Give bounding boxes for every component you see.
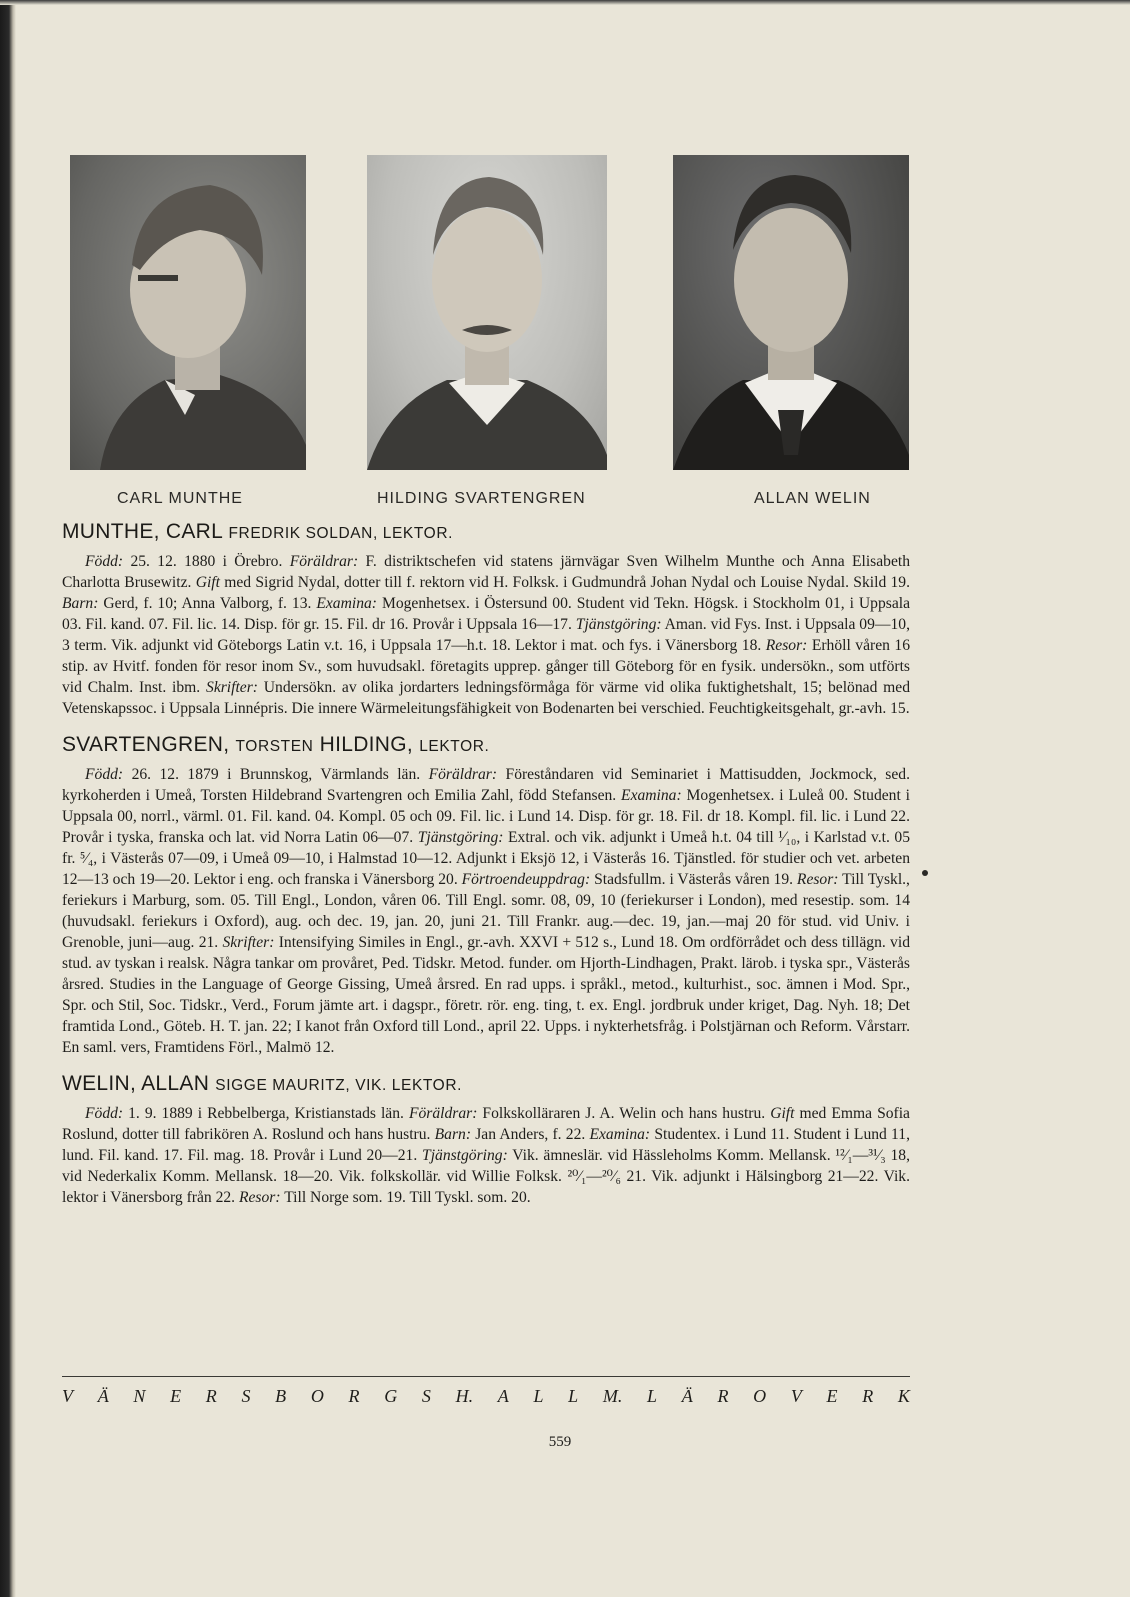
- biography-entry: [62, 733, 910, 1058]
- entry-title: SIGGE MAURITZ, VIK. LEKTOR.: [215, 1077, 463, 1094]
- footer-letter: Ä: [97, 1386, 109, 1406]
- stray-mark: [922, 870, 928, 876]
- photo-caption: HILDING SVARTENGREN: [377, 490, 586, 507]
- entry-title: FREDRIK SOLDAN, LEKTOR.: [228, 525, 454, 542]
- entry-name: SVARTENGREN,: [62, 733, 230, 756]
- entry-name: WELIN, ALLAN: [62, 1072, 210, 1095]
- footer-letter: R: [862, 1386, 874, 1406]
- footer-letter: Ä: [681, 1386, 693, 1406]
- portrait-carl-munthe: [70, 155, 306, 470]
- footer-letter: M.: [602, 1386, 623, 1406]
- page-binding-edge: [0, 0, 16, 1597]
- footer-letter: R: [348, 1386, 360, 1406]
- entry-title: LEKTOR.: [419, 738, 490, 755]
- portrait-allan-welin: [673, 155, 909, 470]
- footer-letter: N: [133, 1386, 146, 1406]
- entry-name: MUNTHE, CARL: [62, 520, 223, 543]
- biography-entry: [62, 520, 910, 719]
- entry-heading: SVARTENGREN, TORSTEN HILDING, LEKTOR.: [62, 733, 490, 756]
- photo-caption: CARL MUNTHE: [117, 490, 243, 507]
- photo-caption: ALLAN WELIN: [754, 490, 871, 507]
- footer-letter: V: [790, 1386, 802, 1406]
- footer-letter: L: [647, 1386, 658, 1406]
- running-footer-title: [62, 1386, 910, 1407]
- footer-letter: E: [826, 1386, 838, 1406]
- footer-letter: G: [384, 1386, 398, 1406]
- entry-heading: [62, 1072, 910, 1096]
- footer-letter: O: [310, 1386, 324, 1406]
- footer-letter: A: [497, 1386, 509, 1406]
- footer-letter: O: [753, 1386, 767, 1406]
- footer-letter: L: [533, 1386, 544, 1406]
- footer-letter: H.: [455, 1386, 474, 1406]
- footer-letter: L: [568, 1386, 579, 1406]
- footer-letter: S: [421, 1386, 431, 1406]
- entry-body: Född: 25. 12. 1880 i Örebro. Föräldrar: F. distriktschefen vid statens järnvägar Sven Wilhelm Munthe och Anna Elisabeth Charlotta Brusewitz. Gift med Sigrid Nydal, dotter till f. rektorn vid H. Folksk. i Gudmundrå Johan Nydal och Louise Nydal. Skild 19. Barn: Gerd, f. 10; Anna Valborg, f. 13. Examina: Mogenhetsex. i Östersund 00. Student vid Tekn. Högsk. i Stockholm 01, i Uppsala 03. Fil. kand. 07. Fil. lic. 14. Disp. för gr. 15. Fil. dr 16. Provår i Uppsala 16—17. Tjänstgöring: Aman. vid Fys. Inst. i Uppsala 09—10, 3 term. Vik. adjunkt vid Göteborgs Latin v.t. 16, i Uppsala 17—h.t. 18. Lektor i mat. och fys. i Vänersborg 18. Resor: Erhöll våren 16 stip. av Hvitf. fonden för resor inom Sv., som huvudsakl. företagits upprep. gånger till Göteborg för en fysik. undersökn., som utförts vid Chalm. Inst. ibm. Skrifter: Undersökn. av olika jordarters ledningsförmåga för värme vid olika fuktighetshalt, 15; belönad med Vetenskapssoc. i Uppsala Linnépris. Die innere Wärmeleitungsfähigkeit von Bodenarten bei verschied. Feuchtigkeitsgehalt, gr.-avh. 15.: [62, 553, 911, 717]
- footer-letter: R: [717, 1386, 729, 1406]
- footer-letter: E: [170, 1386, 182, 1406]
- footer-letter: B: [275, 1386, 287, 1406]
- entry-heading: [62, 520, 910, 544]
- footer-letter: K: [897, 1386, 910, 1406]
- entry-body: Född: 26. 12. 1879 i Brunnskog, Värmlands län. Föräldrar: Föreståndaren vid Seminariet i Mattisudden, Jockmock, sed. kyrkoherden i Umeå, Torsten Hildebrand Svartengren och Emilia Zahl, född Stefansen. Examina: Mogenhetsex. i Luleå 00. Student i Uppsala 00, norrl., värml. 01. Fil. kand. 04. Kompl. 05 och 09. Fil. lic. i Lund 14. Disp. för gr. 18. Fil. dr 18. Kompl. fil. lic. i Lund 22. Provår i tyska, franska och lat. vid Norra Latin 06—07. Tjänstgöring: Extral. och vik. adjunkt i Umeå h.t. 04 till ¹⁄₁₀, i Karlstad v.t. 05 fr. ⁵⁄₄, i Västerås 07—09, i Umeå 09—10, i Halmstad 10—12. Adjunkt i Eksjö 12, i Västerås 16. Tjänstled. för studier och vet. arbeten 12—13 och 19—20. Lektor i eng. och franska i Vänersborg 20. Förtroendeuppdrag: Stadsfullm. i Västerås våren 19. Resor: Till Tyskl., feriekurs i Marburg, som. 05. Till Engl., London, våren 06. Till Engl. somr. 08, 09, 10 (feriekurser i London), med resestip. som. 14 (huvudsakl. feriekurs i Oxford), aug. och dec. 19, jan. 20, juni 21. Till Frankr. aug.—dec. 19, jan.—maj 20 för stud. vid Univ. i Grenoble, juni—aug. 21. Skrifter: Intensifying Similes in Engl., gr.-avh. XXVI + 512 s., Lund 18. Om ordförrådet och dess tillägn. vid stud. av tyskan i realsk. Några tankar om provåret, Ped. Tidskr. Metod. funder. om Hjorth-Lindhagen, Prakt. lärob. i tyska spr., Västerås årsred. Studies in the Language of George Gissing, Umeå årsred. En rad upps. i språkl., metod., kulturhist., soc. ämnen i Mod. Spr., Spr. och Stil, Soc. Tidskr., Verd., Forum jämte art. i dagspr., företr. rör. eng. ting, t. ex. Engl. jordbruk under kriget, Dag. Nyh. 18; Det framtida Lond., Göteb. H. T. jan. 22; I kanot från Oxford till Lond., april 22. Upps. i nykterhetsfråg. i Polstjärnan och Reform. Vårstarr. En saml. vers, Framtidens Förl., Malmö 12.: [62, 766, 911, 1056]
- biography-list: [62, 520, 910, 1208]
- portrait-hilding-svartengren: [367, 155, 607, 470]
- footer-letter: S: [241, 1386, 251, 1406]
- entry-body: Född: 1. 9. 1889 i Rebbelberga, Kristianstads län. Föräldrar: Folkskolläraren J. A. Welin och hans hustru. Gift med Emma Sofia Roslund, dotter till fabrikören A. Roslund och hans hustru. Barn: Jan Anders, f. 22. Examina: Studentex. i Lund 11. Student i Lund 11, lund. Fil. kand. 17. Fil. mag. 18. Provår i Lund 20—21. Tjänstgöring: Vik. ämneslär. vid Hässleholms Komm. Mellansk. ¹²⁄₁—³¹⁄₃ 18, vid Nederkalix Komm. Mellansk. 18—20. Vik. folkskollär. vid Willie Folksk. ²⁰⁄₁—²⁰⁄₆ 21. Vik. adjunkt i Hälsingborg 21—22. Vik. lektor i Vänersborg från 22. Resor: Till Norge som. 19. Till Tyskl. som. 20.: [62, 1105, 910, 1206]
- page-top-edge: [0, 0, 1130, 5]
- footer-letter: R: [205, 1386, 217, 1406]
- footer-rule: [62, 1376, 910, 1377]
- biography-entry: [62, 1072, 910, 1208]
- page-number: 559: [548, 1434, 572, 1450]
- footer-letter: V: [62, 1386, 73, 1406]
